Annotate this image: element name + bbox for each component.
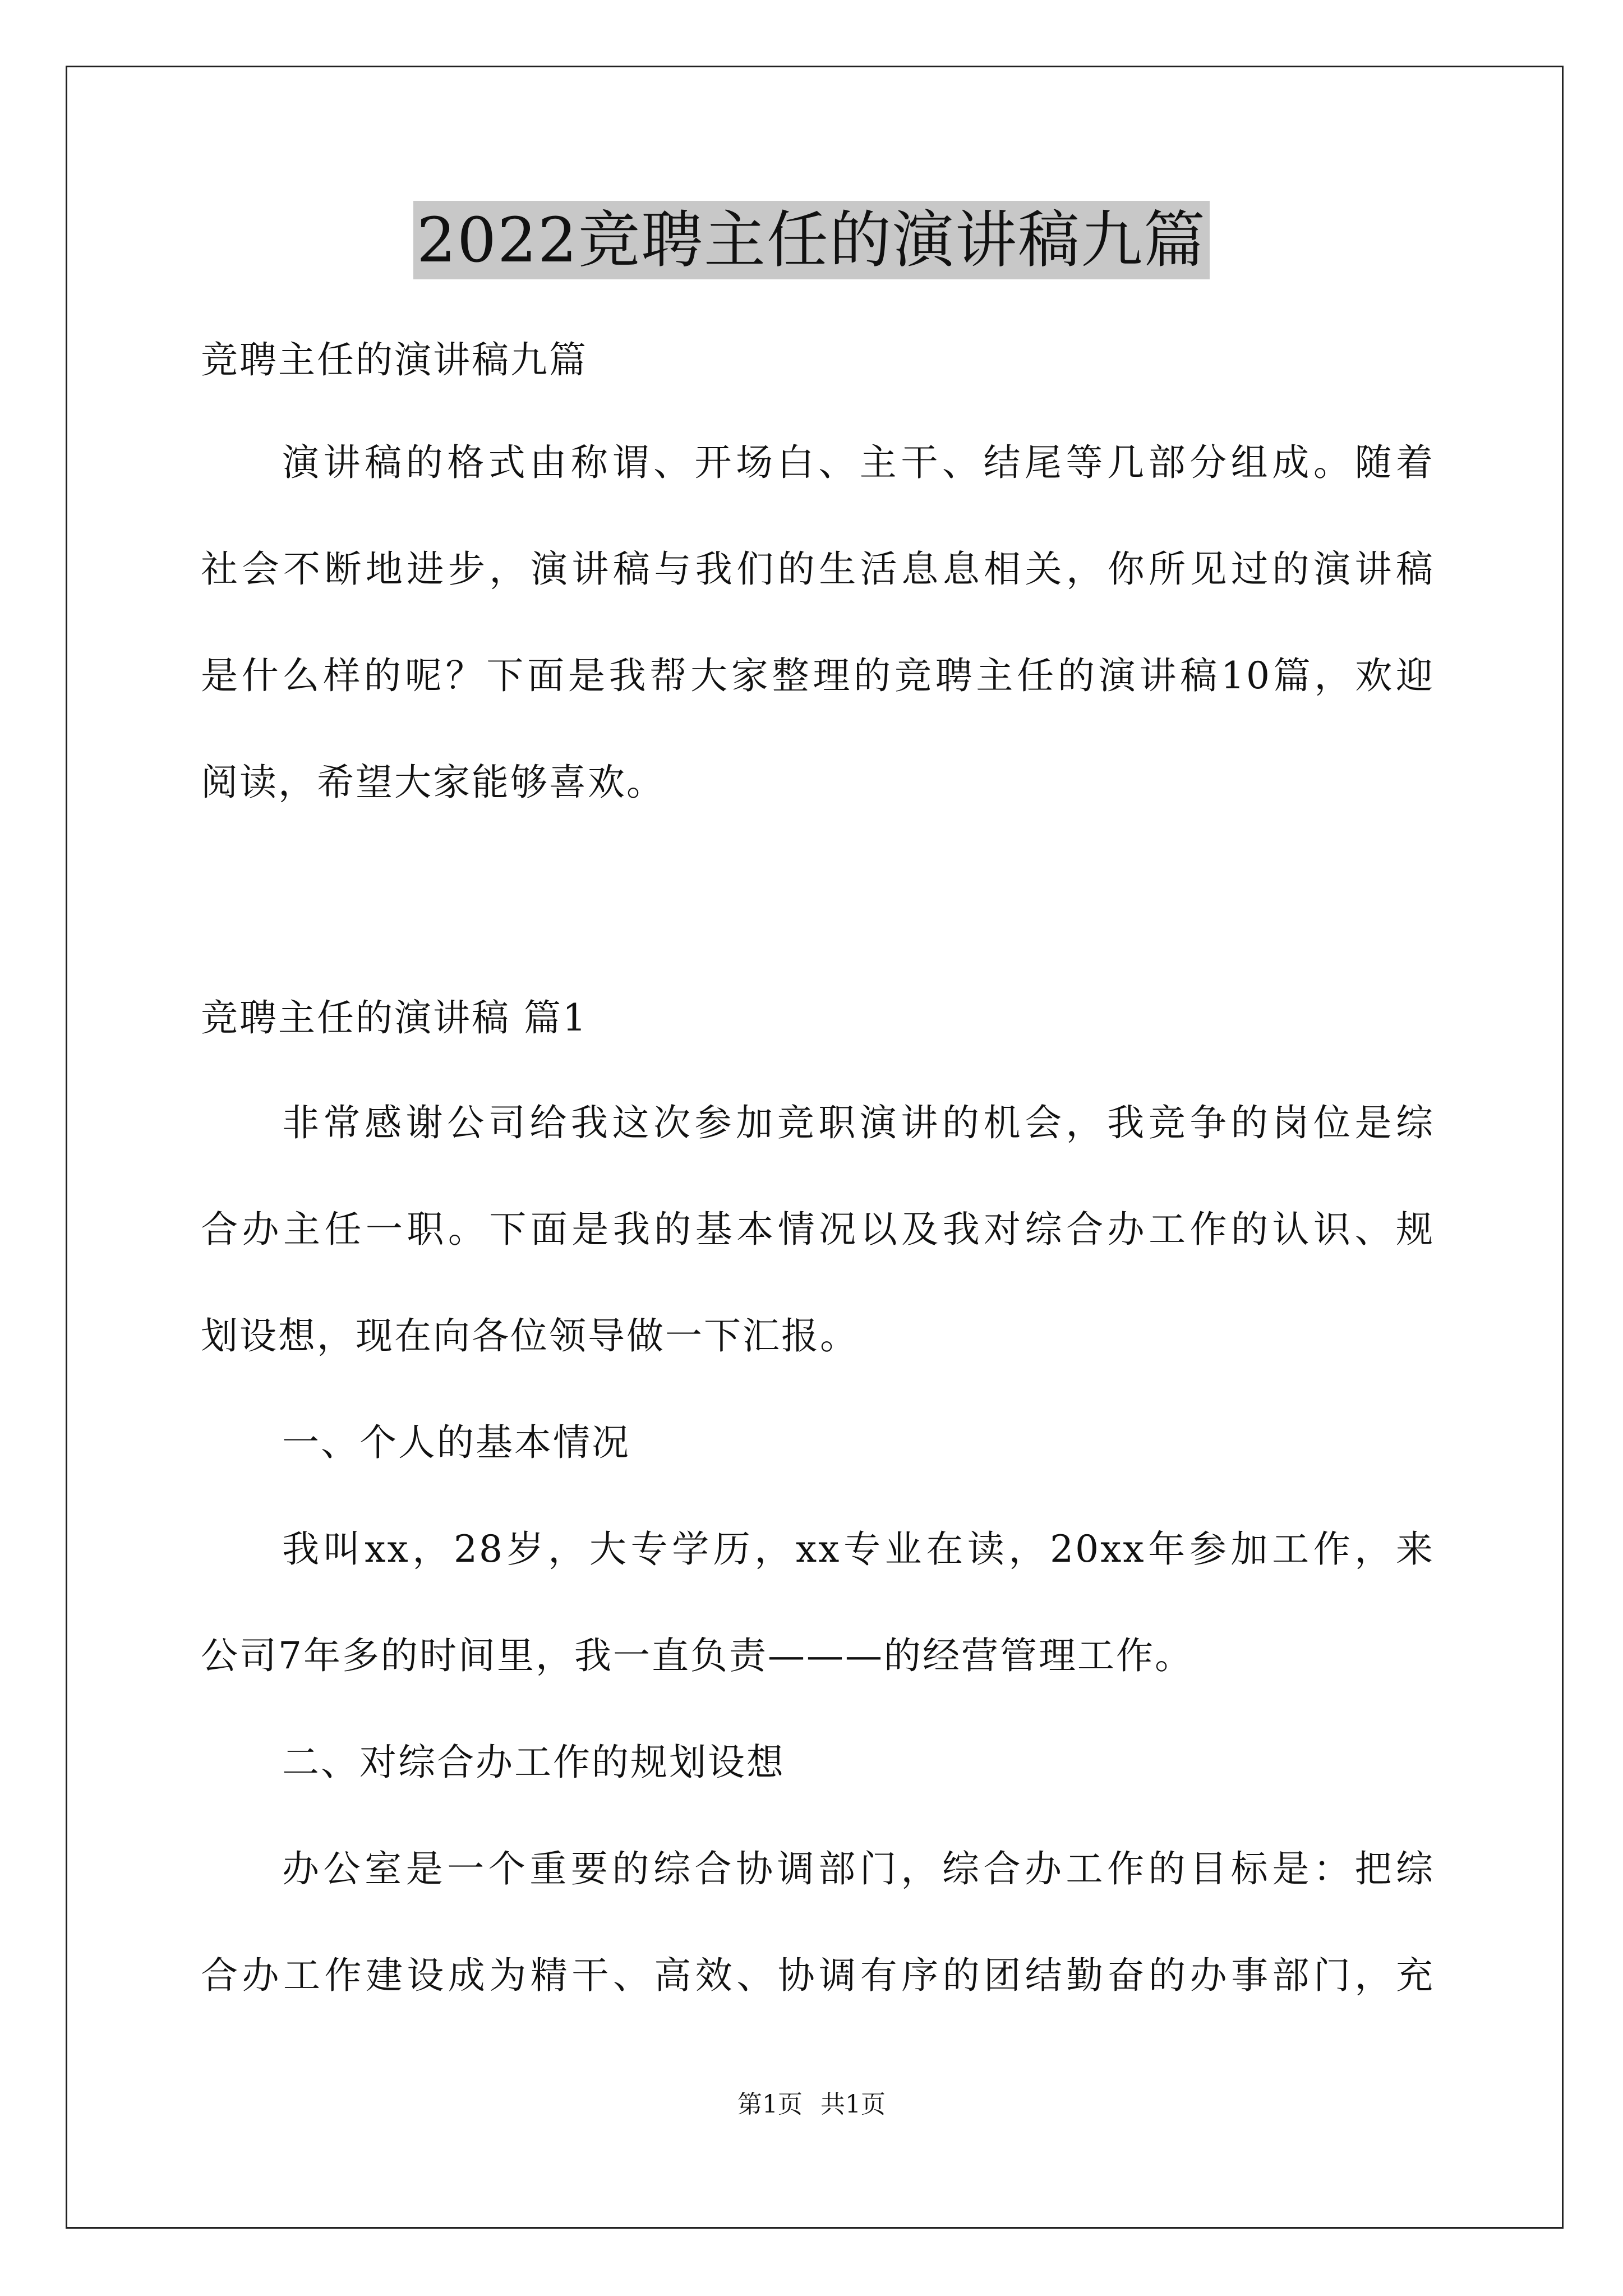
subtitle-line: 竞聘主任的演讲稿九篇 xyxy=(201,338,588,381)
page-footer: 第1页 共1页 xyxy=(737,2090,886,2119)
paragraph-line: 合办工作建设成为精干、高效、协调有序的团结勤奋的办事部门，充 xyxy=(201,1954,1435,1997)
paragraph-line: 我叫xx，28岁，大专学历，xx专业在读，20xx年参加工作，来 xyxy=(282,1527,1435,1571)
section-heading: 竞聘主任的演讲稿 篇1 xyxy=(201,996,588,1039)
title-container xyxy=(0,201,1623,279)
paragraph-line: 办公室是一个重要的综合协调部门，综合办工作的目标是：把综 xyxy=(282,1847,1435,1890)
paragraph-line: 合办主任一职。下面是我的基本情况以及我对综合办工作的认识、规 xyxy=(201,1208,1435,1251)
document-title: 2022竞聘主任的演讲稿九篇 xyxy=(413,201,1210,279)
paragraph-line: 演讲稿的格式由称谓、开场白、主干、结尾等几部分组成。随着 xyxy=(282,441,1435,484)
paragraph-line: 社会不断地进步，演讲稿与我们的生活息息相关，你所见过的演讲稿 xyxy=(201,547,1435,591)
paragraph-line: 阅读，希望大家能够喜欢。 xyxy=(201,761,665,804)
paragraph-line: 非常感谢公司给我这次参加竞职演讲的机会，我竞争的岗位是综 xyxy=(282,1101,1435,1144)
subheading-line: 一、个人的基本情况 xyxy=(282,1421,630,1464)
paragraph-line: 是什么样的呢？下面是我帮大家整理的竞聘主任的演讲稿10篇，欢迎 xyxy=(201,654,1435,697)
subheading-line: 二、对综合办工作的规划设想 xyxy=(282,1741,785,1784)
paragraph-line: 公司7年多的时间里，我一直负责———的经营管理工作。 xyxy=(201,1634,1193,1677)
paragraph-line: 划设想，现在向各位领导做一下汇报。 xyxy=(201,1314,859,1358)
